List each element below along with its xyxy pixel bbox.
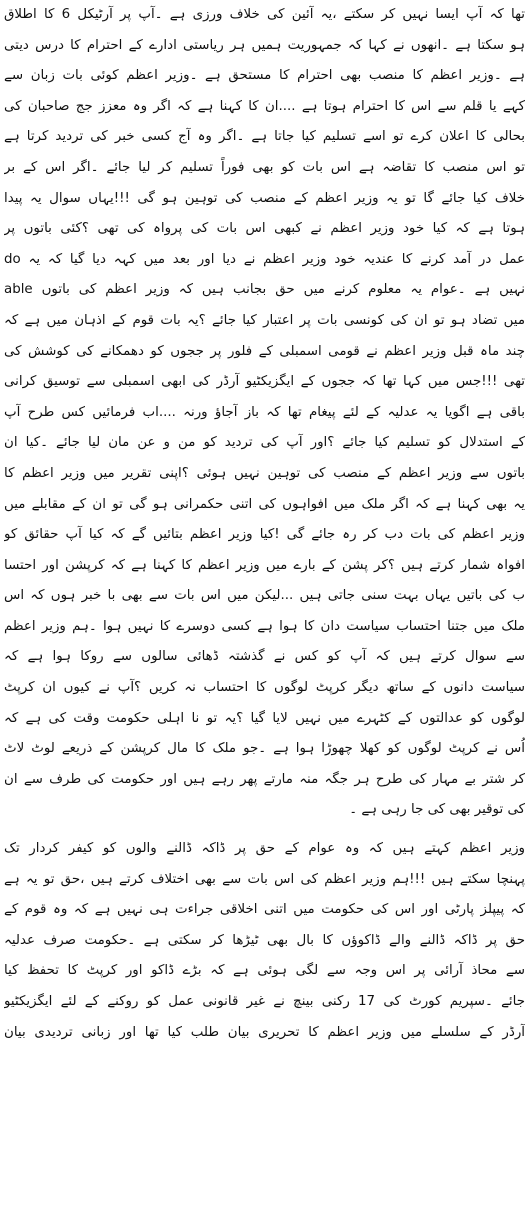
text-line: وزیر اعظم کہتے ہیں کہ وہ عوام کے حق پر ڈاکہ ڈالنے والوں کو کیفر کردار تک bbox=[4, 841, 525, 857]
text-line: جائے ۔سپریم کورٹ کی 17 رکنی بینچ نے غیر قانونی عمل کو روکنے کے لئے ایگزیکٹیو bbox=[4, 994, 525, 1009]
text-line: سیاست دانوں کے ساتھ دیگر کرپٹ لوگوں کا احتساب نہ کریں ؟آپ نے کیوں ان کرپٹ bbox=[4, 680, 525, 696]
text-line: کہے یا قلم سے اس کا احترام ہوتا ہے ....ان کا کہنا ہے کہ اگر وہ معزز جج صاحبان کی bbox=[4, 98, 525, 114]
text-line: ہوتا ہے کہ کیا خود وزیر اعظم نے کبھی اس بات کی پرواہ کی تھی ؟کئی باتوں پر bbox=[4, 221, 525, 237]
text-line: ہے ۔وزیر اعظم کا منصب بھی احترام کا مستحق ہے ۔وزیر اعظم کوئی بات زبان سے bbox=[4, 68, 525, 84]
text-line: بحالی کا اعلان کرے تو اسے تسلیم کیا جاتا ہے ۔اگر وہ آج کسی خبر کی تردید کرتا ہے bbox=[4, 129, 525, 145]
text-line: تھی !!!جس میں کہا تھا کہ ججوں کے ایگزیکٹیو آرڈر کی ابھی اسمبلی سے توسیق کرانی bbox=[4, 374, 525, 390]
text-line: میں تضاد ہو تو ان کی کونسی بات پر اعتبار کیا جائے ؟یہ بات قوم کے اذہان میں ہے کہ bbox=[4, 312, 525, 328]
text-line: سے سوال کرتے ہیں کہ آپ کو کس نے گذشتہ ڈھائی سالوں سے روکا ہوا ہے کہ bbox=[4, 649, 525, 665]
text-line: سے محاذ آرائی پر اس وجہ سے لگی ہوئی ہے کہ بڑے ڈاکو اور کرپٹ کا تحفظ کیا bbox=[4, 963, 525, 979]
article-paragraph-2 bbox=[4, 834, 525, 1048]
text-line: یہ بھی کہنا ہے کہ اگر ملک میں افواہوں کی اتنی حکمرانی ہو گی تو ان کے مقابلے میں bbox=[4, 496, 525, 512]
text-line: ب کی باتیں یہاں بہت سنی جاتی ہیں ...لیکن میں اس بات سے بھی با خبر ہوں کہ اس bbox=[4, 588, 525, 604]
text-line: تھا کہ آپ ایسا نہیں کر سکتے ،یہ آئین کی خلاف ورزی ہے ۔آپ پر آرٹیکل 6 کا اطلاق bbox=[4, 7, 525, 22]
paragraph-gap bbox=[4, 826, 525, 834]
text-line: کہ پیپلز پارٹی اور اس کی حکومت میں اتنی اخلاقی جراءت ہی نہیں ہے کہ وہ قوم کے bbox=[4, 902, 525, 918]
article-page bbox=[4, 0, 525, 1048]
text-line: تو اس منصب کا تقاضہ ہے اس بات کو بھی فوراً تسلیم کر لیا جائے ۔اگر اس کے بر bbox=[4, 159, 525, 175]
text-line: حق پر ڈاکہ ڈالنے والے ڈاکوؤں کا بال بھی ٹیڑھا کر سکتی ہے ۔حکومت صرف عدلیہ bbox=[4, 932, 525, 948]
text-line: وزیر اعظم کی بات دب کر رہ جائے گی !کیا وزیر اعظم بتائیں گے کہ کیا آپ حقائق کو bbox=[4, 527, 525, 543]
text-line: ہو سکتا ہے ۔انھوں نے کہا کہ جمہوریت ہمیں ہر ریاستی ادارے کے احترام کا درس دیتی bbox=[4, 37, 525, 53]
text-line: خلاف کیا جائے گا تو یہ وزیر اعظم کے منصب کی توہین ہو گی !!!یہاں سوال یہ پیدا bbox=[4, 190, 525, 206]
text-line: عمل در آمد کرنے کا عندیہ خود وزیر اعظم نے دیا اور بعد میں کہہ دیا گیا کہ یہ do bbox=[4, 251, 525, 267]
text-line: able نہیں ہے ۔عوام یہ معلوم کرنے میں حق بجانب ہیں کہ وزیر اعظم کی باتوں bbox=[4, 282, 525, 298]
text-line: کی توقیر بھی کی جا رہی ہے ۔ bbox=[349, 802, 525, 818]
text-line: اُس نے کرپٹ لوگوں کو کھلا چھوڑا ہوا ہے ۔جو ملک کا مال کرپشن کے ذریعے لوٹ لاٹ bbox=[4, 741, 525, 757]
text-line: چند ماہ قبل وزیر اعظم نے قومی اسمبلی کے فلور پر ججوں کو دھمکانے کی کوشش کی bbox=[4, 343, 525, 359]
article-paragraph-1 bbox=[4, 0, 525, 826]
text-line: پہنچا سکتے ہیں !!!ہم وزیر اعظم کی اس بات سے بھی اختلاف کرتے ہیں ،حق تو یہ ہے bbox=[4, 871, 525, 887]
text-line: باقی ہے اگویا یہ عدلیہ کے لئے پیغام تھا کہ باز آجاؤ ورنہ ....اب فرمائیں کس طرح آپ bbox=[4, 404, 525, 420]
text-line: آرڈر کے سلسلے میں وزیر اعظم کا تحریری بیان طلب کیا تھا اور زبانی تردیدی بیان bbox=[4, 1024, 525, 1040]
text-line: باتوں سے وزیر اعظم کے منصب کی توہین نہیں ہوئی ؟اپنی تقریر میں وزیر اعظم کا bbox=[4, 465, 525, 481]
text-line: افواہ شمار کرتے ہیں ؟کر پشن کے بارے میں وزیر اعظم کا کہنا ہے کہ کرپشن اور احتسا bbox=[4, 557, 525, 573]
text-line: لوگوں کو عدالتوں کے کٹہرے میں نہیں لایا گیا ؟یہ تو نا اہلی حکومت وقت کی ہے کہ bbox=[4, 710, 525, 726]
text-line: کے استدلال کو تسلیم کیا جائے ؟اور آپ کی تردید کو من و عن مان لیا جائے ۔کیا ان bbox=[4, 435, 525, 451]
text-line: کر شتر بے مہار کی طرح ہر جگہ منہ مارتے پھر رہے ہیں اور حکومت کی طرف سے ان bbox=[4, 771, 525, 787]
text-line: ملک میں جتنا احتساب سیاست دان کا ہوا ہے کسی دوسرے کا نہیں ہوا ۔ہم وزیر اعظم bbox=[4, 618, 525, 634]
